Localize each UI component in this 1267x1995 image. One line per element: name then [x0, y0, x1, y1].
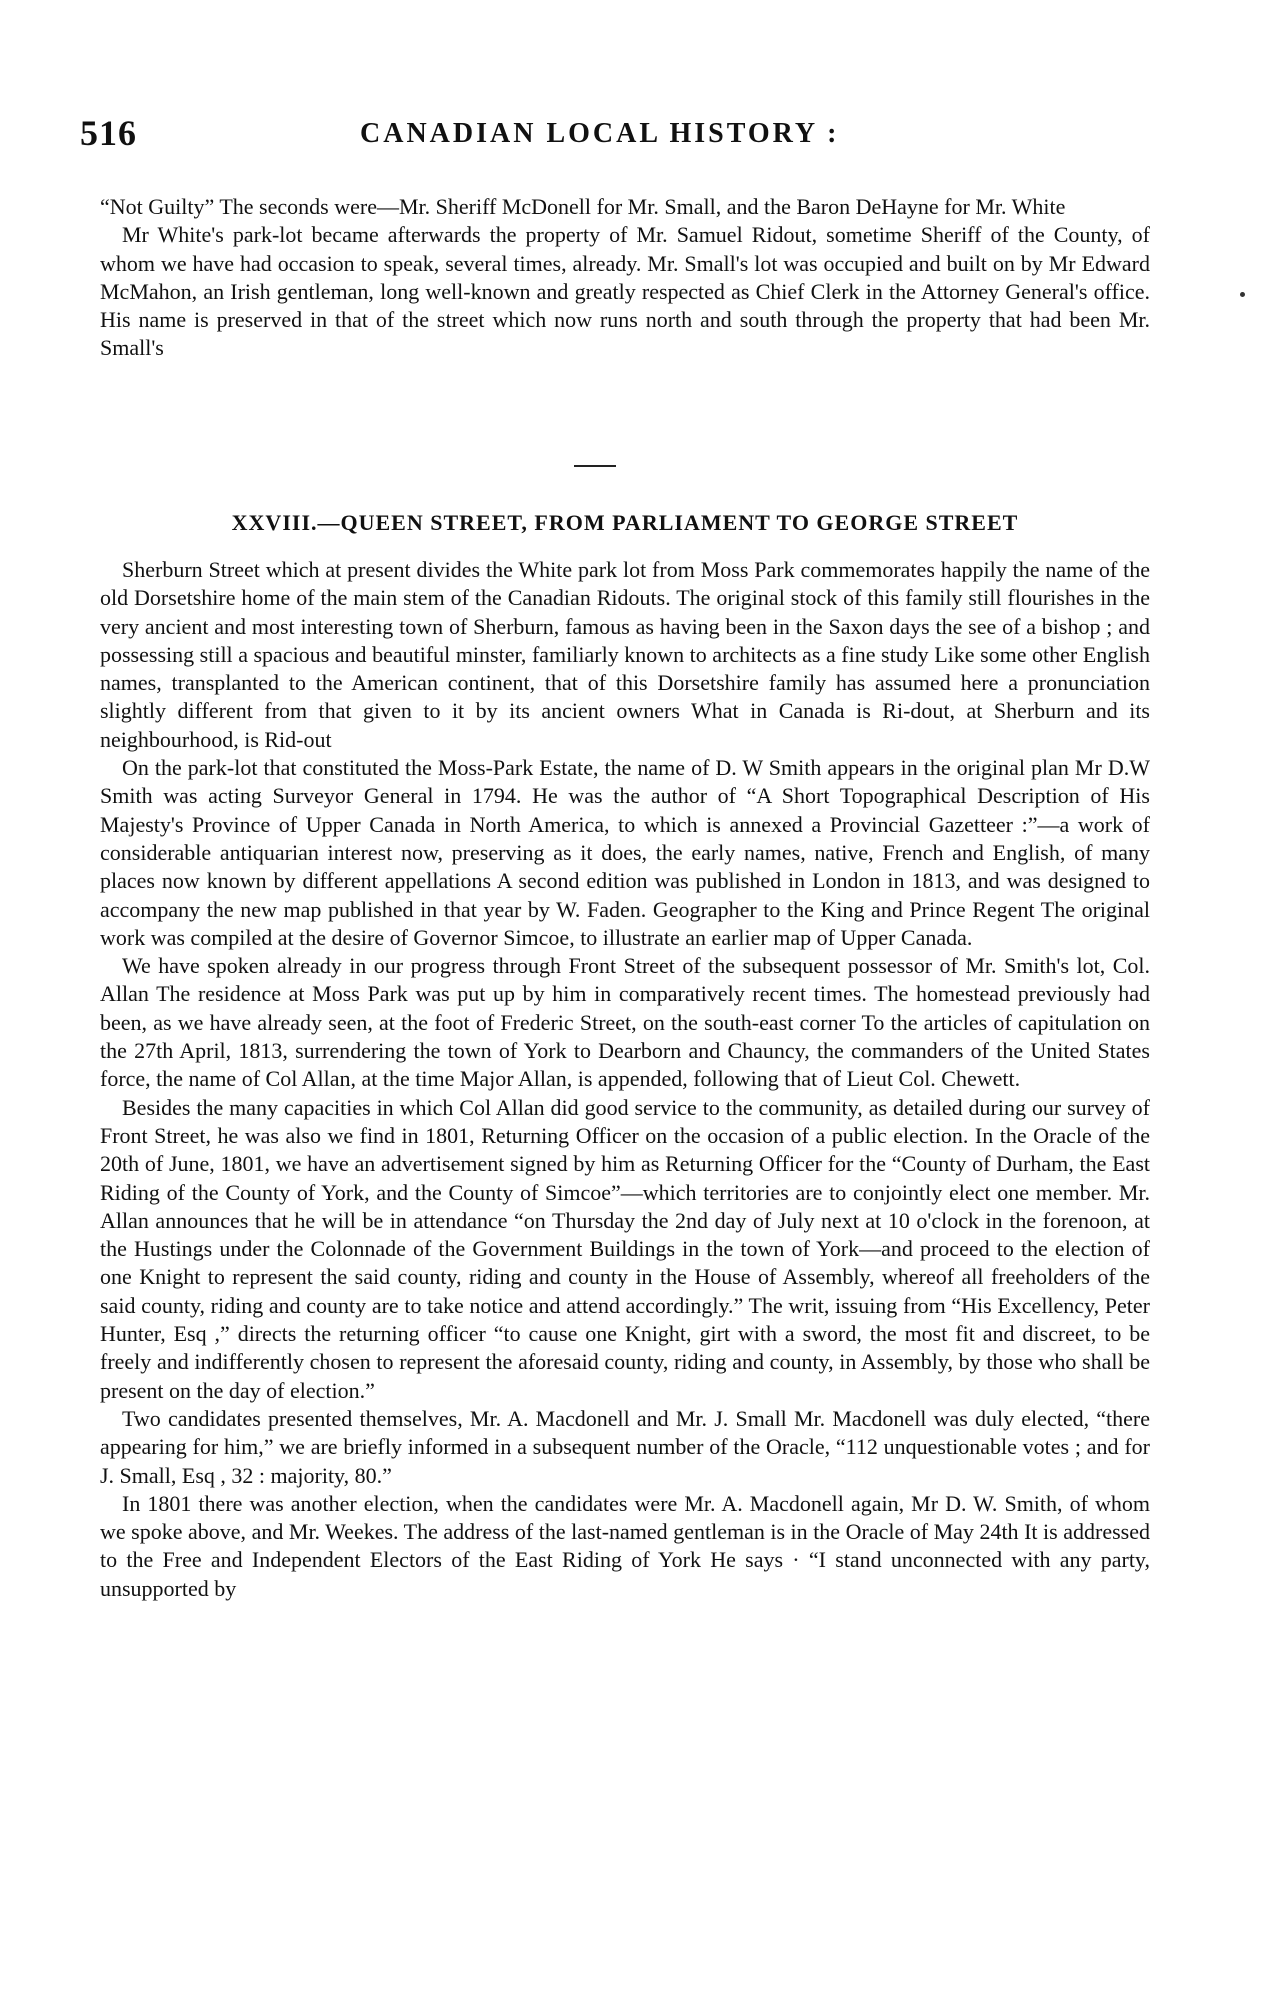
running-head: CANADIAN LOCAL HISTORY : — [360, 118, 840, 149]
section-title: XXVIII.—QUEEN STREET, FROM PARLIAMENT TO GEORGE STREET — [231, 510, 1019, 535]
paragraph: Mr White's park-lot became afterwards the property of Mr. Samuel Ridout, sometime Sheriff of the County, of whom we have had occasion to speak, several times, already. Mr. Small's lot was occupied and built on by Mr Edward McMahon, an Irish gentleman, long well-known and greatly respected as Chief Clerk in the Attorney General's office. His name is preserved in that of the street which now runs north and south through the property that had been Mr. Small's — [100, 222, 1150, 361]
paragraph: We have spoken already in our progress through Front Street of the subsequent possessor of Mr. Smith's lot, Col. Allan The residence at Moss Park was put up by him in comparatively recent times. The homestead previously had been, as we have already seen, at the foot of Frederic Street, on the south-east corner To the articles of capitulation on the 27th April, 1813, surrendering the town of York to Dearborn and Chauncy, the commanders of the United States force, the name of Col Allan, at the time Major Allan, is appended, following that of Lieut Col. Chewett. — [100, 953, 1150, 1092]
margin-mark — [1240, 292, 1245, 297]
paragraph: Sherburn Street which at present divides the White park lot from Moss Park commemorates happily the name of the old Dorsetshire home of the main stem of the Canadian Ridouts. The original stock of this family still flourishes in the very ancient and most interesting town of Sherburn, famous as having been in the Saxon days the see of a bishop ; and possessing still a spacious and beautiful minster, familiarly known to architects as a fine study Like some other English names, transplanted to the American continent, that of this Dorsetshire family has assumed here a pronunciation slightly different from that given to it by its ancient owners What in Canada is Ri-dout, at Sherburn and its neighbourhood, is Rid-out — [100, 557, 1150, 752]
continuation-text — [100, 193, 1150, 363]
paragraph: Besides the many capacities in which Col Allan did good service to the community, as detailed during our survey of Front Street, he was also we find in 1801, Returning Officer on the occasion of a public election. In the Oracle of the 20th of June, 1801, we have an advertisement signed by him as Returning Officer for the “County of Durham, the East Riding of the County of York, and the County of Simcoe”—which territories are to conjointly elect one member. Mr. Allan announces that he will be in attendance “on Thursday the 2nd day of July next at 10 o'clock in the forenoon, at the Hustings under the Colonnade of the Government Buildings in the town of York—and proceed to the election of one Knight to represent the said county, riding and county in the House of Assembly, whereof all freeholders of the said county, riding and county are to take notice and attend accordingly.” The writ, issuing from “His Excellency, Peter Hunter, Esq ,” directs the returning officer “to cause one Knight, girt with a sword, the most fit and discreet, to be freely and indifferently chosen to represent the aforesaid county, riding and county, in Assembly, by those who shall be present on the day of election.” — [100, 1094, 1150, 1403]
page-header — [80, 112, 1157, 172]
paragraph: On the park-lot that constituted the Moss-Park Estate, the name of D. W Smith appears in the original plan Mr D.W Smith was acting Surveyor General in 1794. He was the author of “A Short Topographical Description of His Majesty's Province of Upper Canada in North America, to which is annexed a Provincial Gazetteer :”—a work of considerable antiquarian interest now, preserving as it does, the early names, native, French and English, of many places now known by different appellations A second edition was published in London in 1813, and was designed to accompany the new map published in that year by W. Faden. Geographer to the King and Prince Regent The original work was compiled at the desire of Governor Simcoe, to illustrate an earlier map of Upper Canada. — [100, 755, 1150, 950]
section-body — [100, 556, 1150, 1603]
paragraph: “Not Guilty” The seconds were—Mr. Sheriff McDonell for Mr. Small, and the Baron DeHayne for Mr. White — [100, 194, 1066, 219]
page-number: 516 — [80, 113, 137, 153]
section-divider — [574, 465, 616, 467]
paragraph: In 1801 there was another election, when the candidates were Mr. A. Macdonell again, Mr D. W. Smith, of whom we spoke above, and Mr. Weekes. The address of the last-named gentleman is in the Oracle of May 24th It is addressed to the Free and Independent Electors of the East Riding of York He says · “I stand unconnected with any party, unsupported by — [100, 1490, 1150, 1601]
paragraph: Two candidates presented themselves, Mr. A. Macdonell and Mr. J. Small Mr. Macdonell was duly elected, “there appearing for him,” we are briefly informed in a subsequent number of the Oracle, “112 unquestionable votes ; and for J. Small, Esq , 32 : majority, 80.” — [100, 1405, 1150, 1488]
